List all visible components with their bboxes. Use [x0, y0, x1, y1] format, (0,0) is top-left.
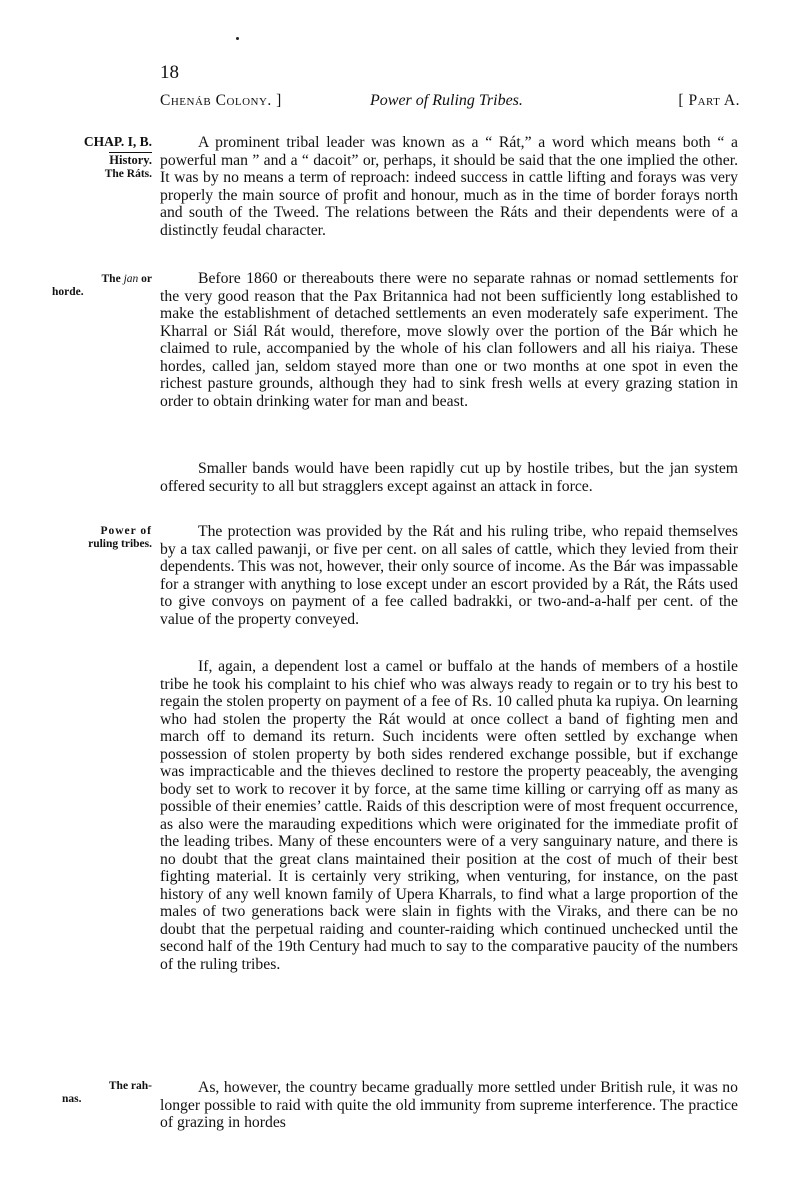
sidenote-rahnas-b: nas.: [62, 1093, 82, 1105]
paragraph-text: A prominent tribal leader was known as a “ Rát,” a word which means both “ a powerful man ” and a “ dacoit” or, perhaps, it should be said that the one implied the other. It was by no means a term of reproach: indeed success in cattle lifting and forays was very properly the main source of profit and honour, much as in the time of border forays north and south of the Tweed. The relations between the Ráts and their dependents were of a distinctly feudal character.: [160, 134, 738, 239]
paragraph-text: Before 1860 or thereabouts there were no separate rahnas or nomad settlements for the very good reason that the Pax Britannica had not been sufficiently long established to make the establishment of detached settlements an even moderately safe experiment. The Kharral or Siál Rát would, therefore, move slowly over the portion of the Bár which he claimed to rule, accompanied by the whole of his clan followers and all his riaiya. These hordes, called jan, seldom stayed more than one or two months at one spot in even the richest pasture grounds, although they had to sink fresh wells at every grazing station in order to obtain drinking water for man and beast.: [160, 270, 738, 410]
sidenote-chapter-history: [52, 135, 152, 181]
paragraph-text: The protection was provided by the Rát and his ruling tribe, who repaid themselves by a tax called pawanji, or five per cent. on all sales of cattle, which they levied from their dependents. This was not, however, their only source of income. As the Bár was impassable for a stranger with anything to lose except under an escort provided by a Rát, the Ráts used to give convoys on payment of a fee called badrakki, or two-and-a-half per cent. of the value of the property conveyed.: [160, 523, 738, 628]
sidenote-jan-horde: [52, 273, 152, 299]
sidenote-rahnas: [52, 1080, 152, 1106]
paragraph-rat: [160, 134, 738, 239]
page-number: 18: [160, 62, 179, 83]
paragraph-protection: [160, 523, 738, 628]
sidenote-rats: The Ráts.: [104, 168, 152, 180]
paragraph-before-1860: [160, 270, 738, 410]
running-head-left: Chenáb Colony. ]: [160, 92, 282, 109]
paragraph-text: If, again, a dependent lost a camel or buffalo at the hands of members of a hostile tribe he took his complaint to his chief who was always ready to regain or to try his best to regain the stolen property on payment of a fee of Rs. 10 called phuta ka rupiya. On learning who had stolen the property the Rát would at once collect a band of fighting men and march off to demand its return. Such incidents were often settled by exchange when possession of stolen property by both sides rendered exchange possible, but if exchange was impracticable and the thieves declined to restore the property peaceably, the avenging body set to work to recover it by force, at the same time killing or carrying off as many as possible of their enemies’ cattle. Raids of this description were of most frequent occurrence, as also were the marauding expeditions which were originated for the immediate profit of the leading tribes. Many of these encounters were of a very sanguinary nature, and there is no doubt that the great clans maintained their position at the cost of much of their best fighting material. It is certainly very striking, when venturing, for instance, on the past history of any well known family of Upera Kharrals, to find what a large proportion of the males of two generations back were slain in fights with the Viraks, and there can be no doubt that the perpetual raiding and counter-raiding which continued unchecked until the second half of the 19th Century had much to say to the comparative paucity of the numbers of the ruling tribes.: [160, 658, 738, 973]
running-head-right: [ Part A.: [678, 92, 740, 109]
running-head-title: Power of Ruling Tribes.: [370, 92, 523, 109]
sidenote-horde: horde.: [52, 286, 84, 298]
paragraph-dependent-lost: [160, 658, 738, 973]
paragraph-british-rule: [160, 1079, 738, 1132]
paragraph-smaller-bands: [160, 460, 738, 495]
paragraph-text: Smaller bands would have been rapidly cut up by hostile tribes, but the jan system offered security to all but stragglers except against an attack in force.: [160, 460, 738, 495]
sidenote-power-b: ruling tribes.: [88, 538, 152, 550]
sidenote-chapter: CHAP. I, B.: [83, 134, 152, 149]
sidenote-rahnas-a: The rah-: [108, 1080, 152, 1092]
ink-speck: [236, 37, 239, 40]
sidenote-jan-a: The: [101, 273, 124, 285]
sidenote-jan-c: or: [138, 273, 152, 285]
sidenote-history: History.: [109, 153, 152, 167]
sidenote-power: [52, 525, 152, 551]
sidenote-jan-b: jan: [123, 273, 139, 285]
paragraph-text: As, however, the country became gradually more settled under British rule, it was no longer possible to raid with quite the old immunity from supreme interference. The practice of grazing in hordes: [160, 1079, 738, 1131]
sidenote-power-a: Power of: [100, 525, 152, 537]
